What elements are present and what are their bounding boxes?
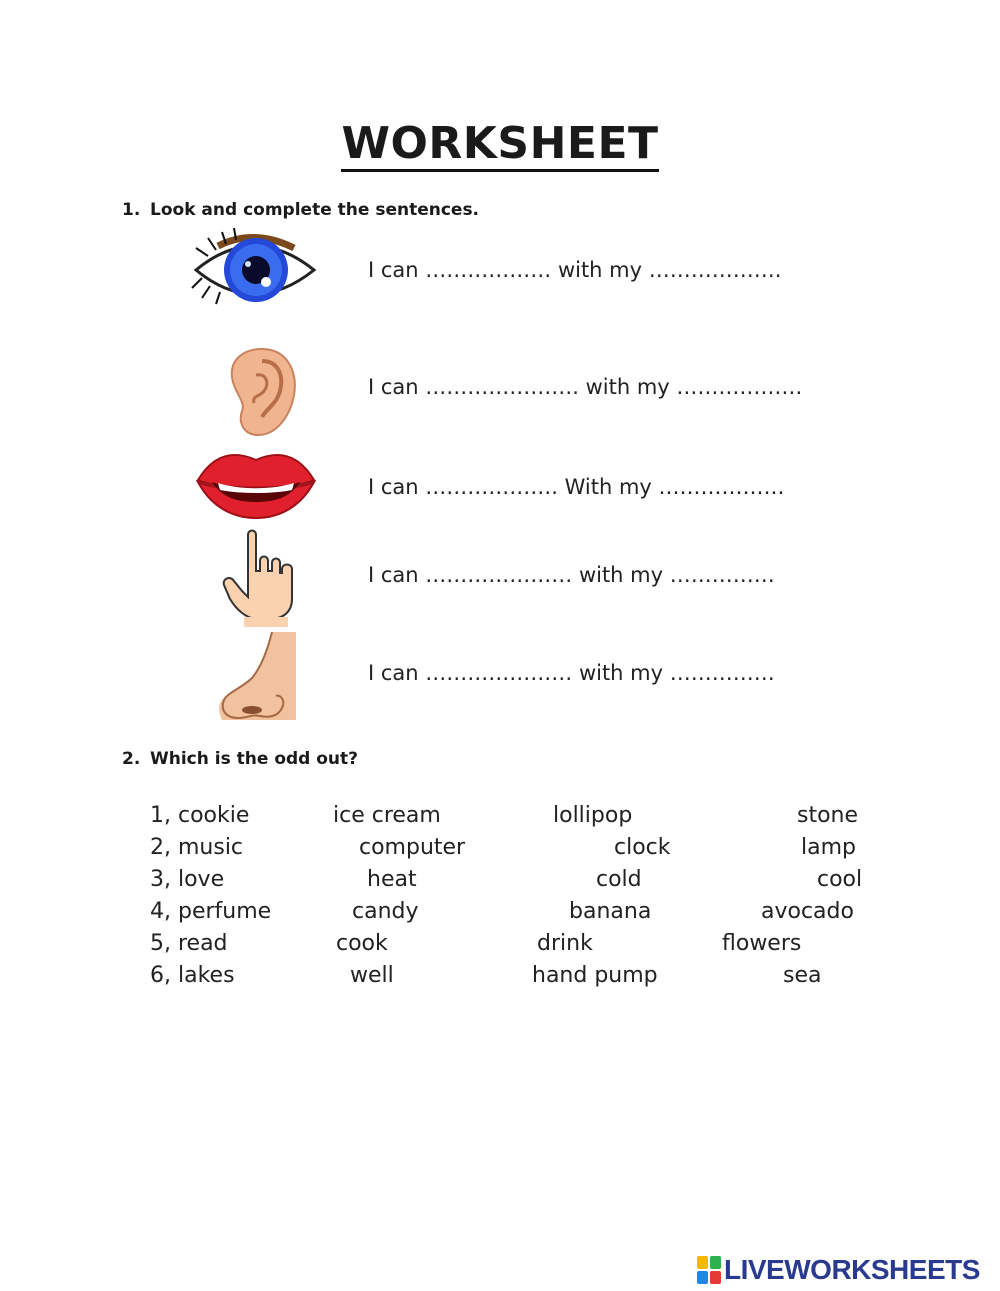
- option-word: 5, read: [150, 931, 228, 956]
- option-word: cold: [596, 867, 642, 892]
- option-word: cool: [817, 867, 863, 892]
- page-title: WORKSHEET: [0, 118, 1000, 169]
- option-word: flowers: [722, 931, 802, 956]
- option-word: computer: [359, 835, 466, 860]
- option-word: banana: [569, 899, 652, 924]
- option-word: candy: [352, 899, 419, 924]
- logo-mark-icon: [697, 1256, 721, 1284]
- liveworksheets-logo: [697, 1254, 980, 1286]
- sentence-2: I can …………………. with my ………………: [368, 375, 803, 399]
- option-word: 6, lakes: [150, 963, 235, 988]
- sentence-1: I can ……………… with my ……………….: [368, 258, 782, 282]
- brand-name: LIVEWORKSHEETS: [724, 1254, 980, 1285]
- option-word: lamp: [801, 835, 856, 860]
- sentence-4: I can ………………… with my ……………: [368, 563, 775, 587]
- nose-icon: [216, 630, 300, 722]
- option-word: 4, perfume: [150, 899, 272, 924]
- option-word: lollipop: [553, 803, 633, 828]
- eye-icon: [188, 226, 320, 312]
- section2-heading: 2. Which is the odd out?: [122, 749, 359, 769]
- option-word: avocado: [761, 899, 854, 924]
- section1-heading: 1. Look and complete the sentences.: [122, 200, 480, 220]
- option-word: 1, cookie: [150, 803, 250, 828]
- mouth-icon: [194, 446, 318, 520]
- option-word: clock: [614, 835, 671, 860]
- option-word: 3, love: [150, 867, 225, 892]
- ear-icon: [222, 345, 300, 439]
- option-word: drink: [537, 931, 593, 956]
- option-word: heat: [367, 867, 417, 892]
- option-word: cook: [336, 931, 388, 956]
- option-word: well: [350, 963, 394, 988]
- option-word: sea: [783, 963, 822, 988]
- option-word: stone: [797, 803, 859, 828]
- sentence-5: I can ………………… with my ……………: [368, 661, 775, 685]
- option-word: ice cream: [333, 803, 441, 828]
- option-word: hand pump: [532, 963, 658, 988]
- hand-icon: [222, 527, 298, 627]
- option-word: 2, music: [150, 835, 244, 860]
- sentence-3: I can ………………. With my ………………: [368, 475, 785, 499]
